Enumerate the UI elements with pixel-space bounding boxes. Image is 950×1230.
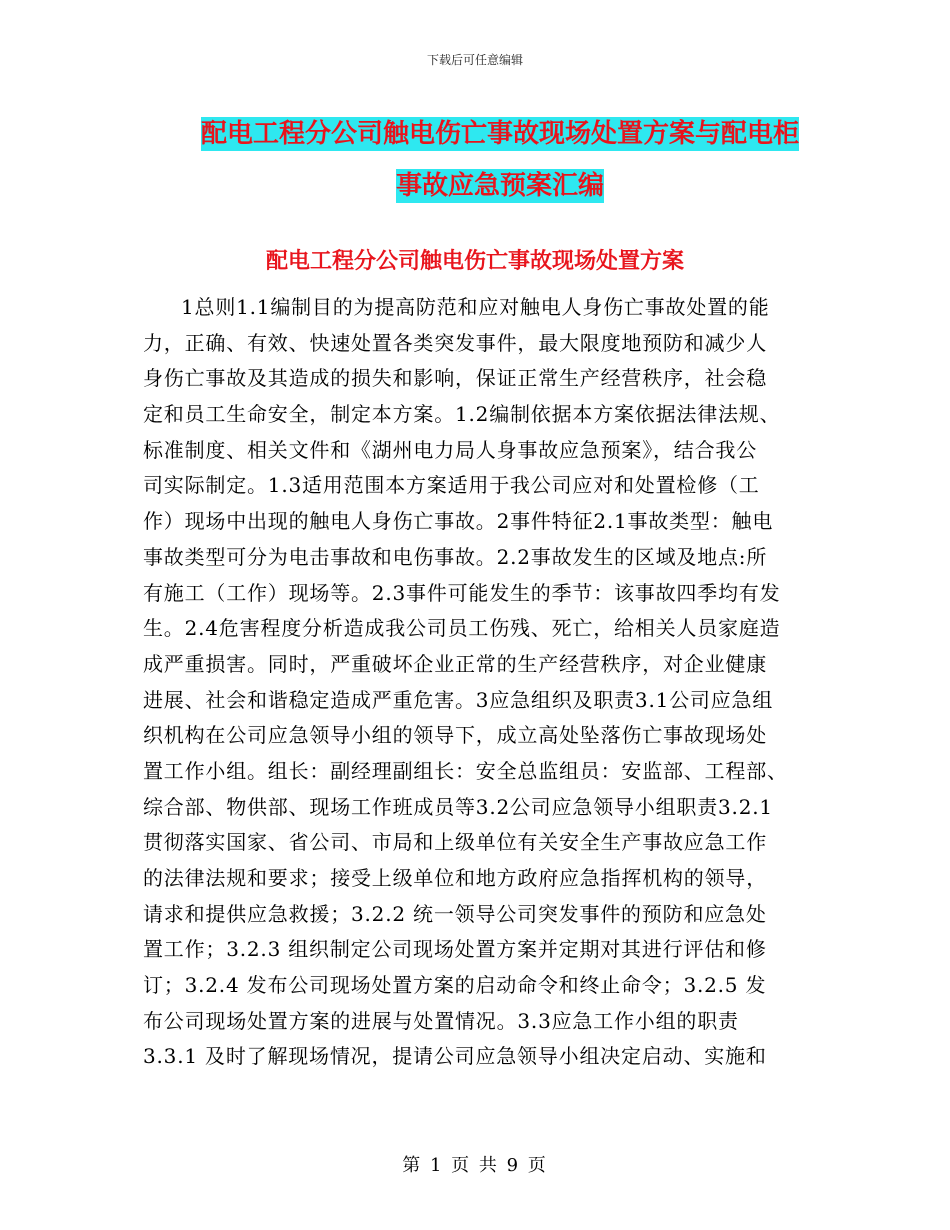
body-line: 有施工（工作）现场等。2.3事件可能发生的季节：该事故四季均有发 xyxy=(143,580,781,605)
document-title-line-1: 配电工程分公司触电伤亡事故现场处置方案与配电柜 xyxy=(200,119,799,149)
body-line: 进展、社会和谐稳定造成严重危害。3应急组织及职责3.1公司应急组 xyxy=(143,687,774,712)
body-line: 置工作小组。组长：副经理副组长：安全总监组员：安监部、工程部、 xyxy=(143,758,788,783)
document-title-line-2: 事故应急预案汇编 xyxy=(395,171,604,201)
body-line: 力，正确、有效、快速处置各类突发事件，最大限度地预防和减少人 xyxy=(143,330,767,355)
body-line: 1总则1.1编制目的为提高防范和应对触电人身伤亡事故处置的能 xyxy=(181,295,770,319)
body-line: 定和员工生命安全，制定本方案。1.2编制依据本方案依据法律法规、 xyxy=(143,402,781,427)
page-number: 第 1 页 共 9 页 xyxy=(402,1155,548,1176)
body-line: 的法律法规和要求；接受上级单位和地方政府应急指挥机构的领导， xyxy=(143,866,767,890)
body-line: 置工作；3.2.3 组织制定公司现场处置方案并定期对其进行评估和修 xyxy=(143,937,767,962)
body-paragraph xyxy=(143,290,813,1075)
document-title xyxy=(140,108,860,212)
body-line: 综合部、物供部、现场工作班成员等3.2公司应急领导小组职责3.2.1 xyxy=(143,794,773,819)
body-line: 贯彻落实国家、省公司、市局和上级单位有关安全生产事故应急工作 xyxy=(143,830,767,855)
body-line: 订；3.2.4 发布公司现场处置方案的启动命令和终止命令；3.2.5 发 xyxy=(143,973,767,998)
body-line: 司实际制定。1.3适用范围本方案适用于我公司应对和处置检修（工 xyxy=(143,473,760,498)
section-title: 配电工程分公司触电伤亡事故现场处置方案 xyxy=(265,249,684,274)
body-line: 标准制度、相关文件和《湖州电力局人身事故应急预案》，结合我公 xyxy=(143,437,757,462)
body-line: 作）现场中出现的触电人身伤亡事故。2事件特征2.1事故类型：触电 xyxy=(143,509,774,534)
body-line: 布公司现场处置方案的进展与处置情况。3.3应急工作小组的职责 xyxy=(143,1008,739,1033)
body-line: 织机构在公司应急领导小组的领导下，成立高处坠落伤亡事故现场处 xyxy=(143,723,767,748)
body-line: 生。2.4危害程度分析造成我公司员工伤残、死亡，给相关人员家庭造 xyxy=(143,616,781,641)
body-line: 事故类型可分为电击事故和电伤事故。2.2事故发生的区域及地点:所 xyxy=(143,544,768,569)
body-line: 成严重损害。同时，严重破坏企业正常的生产经营秩序，对企业健康 xyxy=(143,651,767,676)
body-line: 3.3.1 及时了解现场情况，提请公司应急领导小组决定启动、实施和 xyxy=(143,1044,767,1069)
body-line: 请求和提供应急救援；3.2.2 统一领导公司突发事件的预防和应急处 xyxy=(143,901,767,926)
body-line: 身伤亡事故及其造成的损失和影响，保证正常生产经营秩序，社会稳 xyxy=(143,366,767,391)
page-header-note: 下载后可任意编辑 xyxy=(426,53,523,67)
